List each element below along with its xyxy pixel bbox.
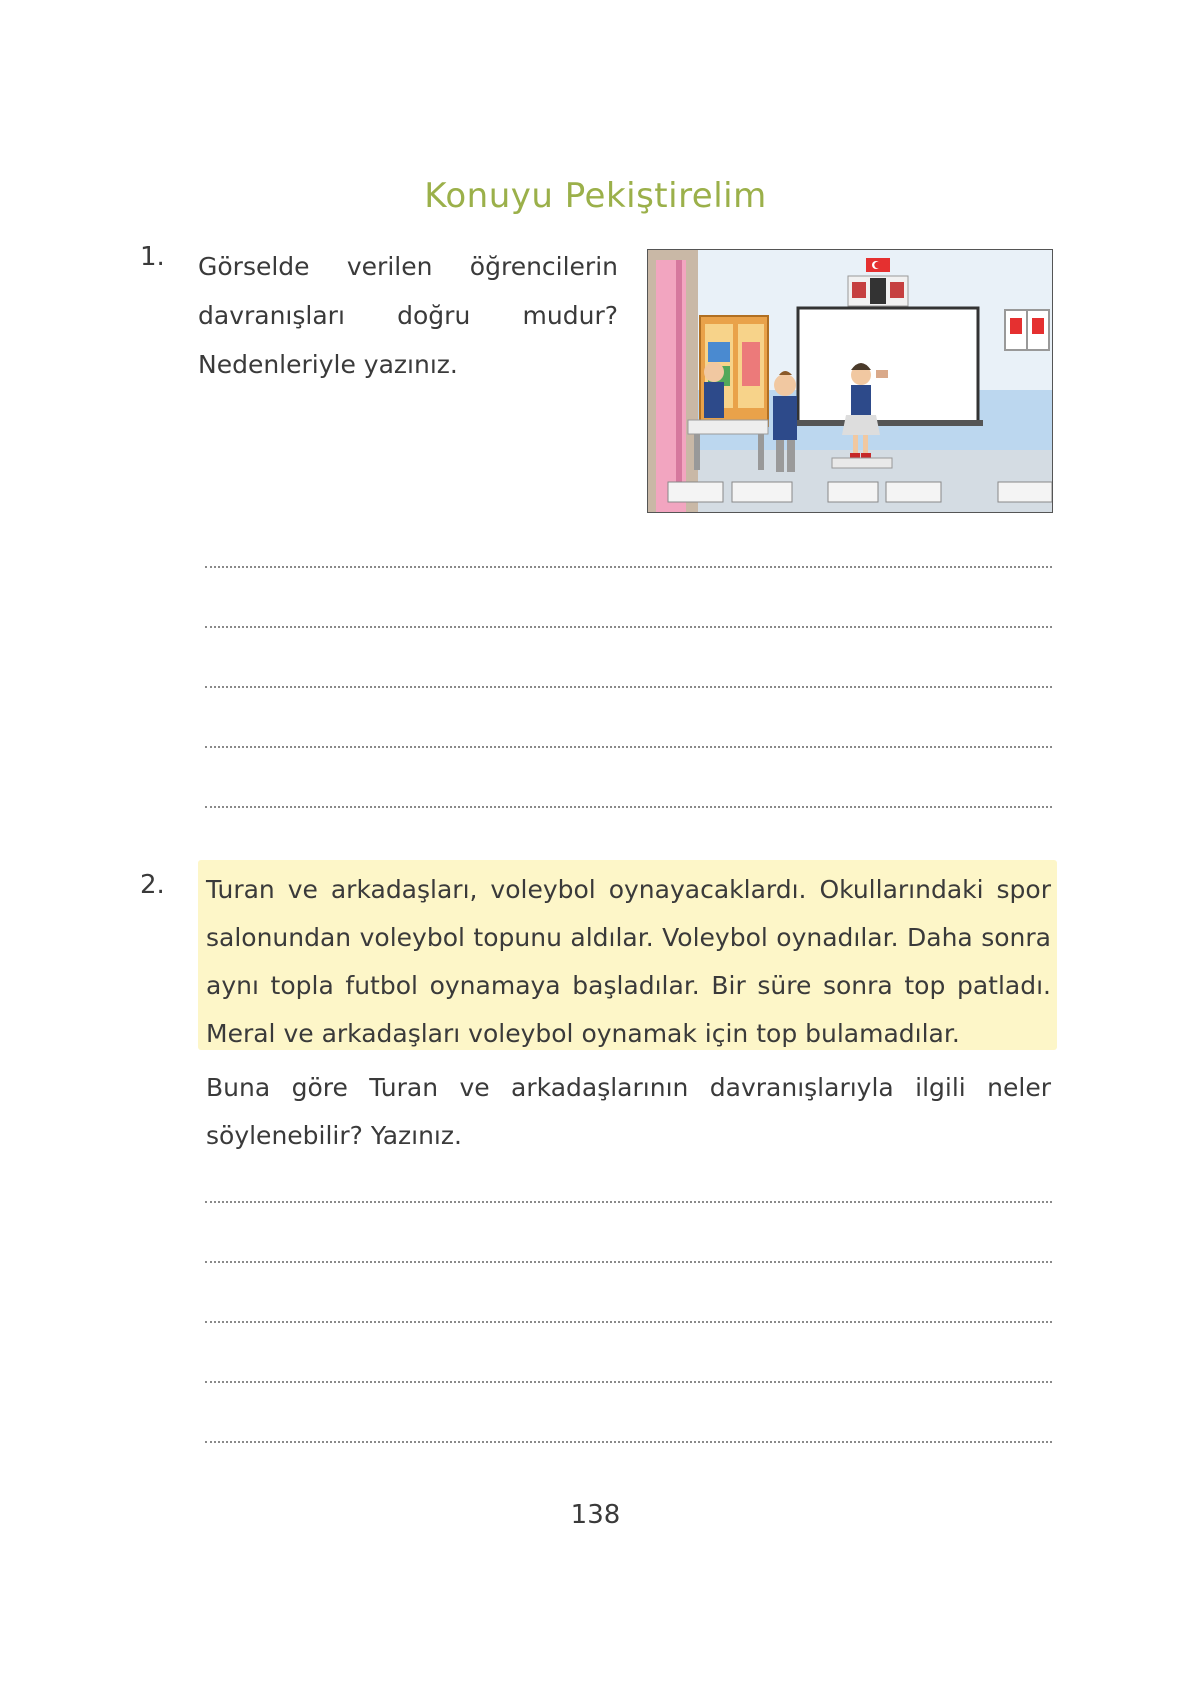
question-1-text: Görselde verilen öğrencilerin davranışları doğru mudur? Nedenleriyle yazınız. — [198, 252, 618, 379]
answer-line[interactable] — [205, 1381, 1052, 1383]
answer-line[interactable] — [205, 806, 1052, 808]
classroom-illustration — [647, 249, 1053, 513]
answer-line[interactable] — [205, 1321, 1052, 1323]
answer-line[interactable] — [205, 1261, 1052, 1263]
answer-line[interactable] — [205, 686, 1052, 688]
answer-line[interactable] — [205, 626, 1052, 628]
question-2-story: Turan ve arkadaşları, voleybol oynayacaklardı. Okullarındaki spor salonundan voleybol topunu aldılar. Voleybol oynadılar. Daha sonra aynı topla futbol oynamaya başladılar. Bir süre sonra top patladı. Meral ve arkadaşları voleybol oynamak için top bulamadılar. — [206, 875, 1051, 1048]
page-title: Konuyu Pekiştirelim — [424, 176, 767, 216]
question-2-number: 2. — [140, 870, 165, 900]
answer-line[interactable] — [205, 1441, 1052, 1443]
answer-line[interactable] — [205, 746, 1052, 748]
page-number: 138 — [570, 1500, 621, 1530]
answer-line[interactable] — [205, 566, 1052, 568]
question-1-number: 1. — [140, 242, 165, 272]
answer-line[interactable] — [205, 1201, 1052, 1203]
question-2-text: Buna göre Turan ve arkadaşlarının davranışlarıyla ilgili neler söylenebilir? Yazınız. — [206, 1073, 1051, 1150]
